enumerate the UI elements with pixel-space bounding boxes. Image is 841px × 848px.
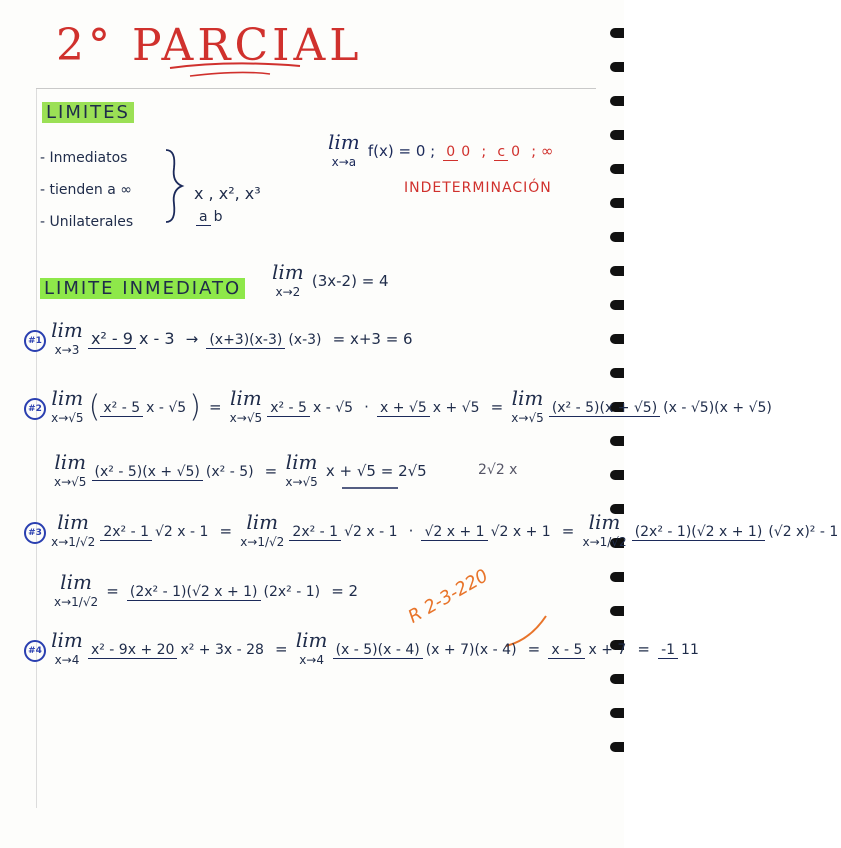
math-l1: lim — [272, 260, 304, 284]
math-l1: lim — [230, 386, 262, 410]
math-l1: lim — [246, 510, 279, 534]
math-frac — [100, 522, 211, 540]
exercise-3-step-2 — [54, 572, 361, 610]
math-lim — [285, 452, 317, 490]
math-num: (x+3)(x-3) — [206, 332, 285, 349]
math-num: x + √5 — [377, 400, 430, 417]
math-l1: lim — [57, 510, 90, 534]
math-num: (2x² - 1)(√2 x + 1) — [127, 584, 261, 601]
forms-fraction — [196, 206, 225, 226]
math-frac — [443, 142, 473, 160]
math-l2: x→√5 — [229, 411, 263, 425]
math-l1: lim — [60, 570, 92, 594]
type-unilaterales: - Unilaterales — [40, 214, 134, 230]
exercise-number-2: #2 — [24, 398, 46, 420]
math-frac — [289, 522, 400, 540]
type-inmediatos: - Inmediatos — [40, 150, 128, 166]
exercise-2-side-note: 2√2 x — [478, 462, 518, 478]
math-t: = — [490, 397, 504, 416]
math-den: (x + 7)(x - 4) — [425, 641, 517, 658]
math-lim — [328, 132, 360, 170]
math-l2: x→1/√2 — [54, 595, 99, 609]
math-lim — [511, 388, 543, 426]
math-num: 2x² - 1 — [100, 524, 152, 541]
math-t: (3x-2) = 4 — [311, 271, 389, 290]
math-frac — [632, 522, 841, 540]
math-lim — [230, 388, 262, 426]
math-lim — [272, 262, 304, 300]
math-num: (2x² - 1)(√2 x + 1) — [632, 524, 766, 541]
math-t: = — [561, 521, 575, 540]
math-lim — [51, 388, 83, 426]
math-lim — [51, 512, 95, 550]
math-lim — [296, 630, 328, 668]
math-hl: LIMITES — [42, 102, 134, 123]
math-num: -1 — [658, 642, 678, 659]
math-l2: x→3 — [54, 343, 80, 357]
math-num: 2x² - 1 — [289, 524, 341, 541]
math-frac — [88, 640, 267, 658]
exercise-2 — [24, 388, 775, 426]
math-l1: lim — [328, 130, 360, 154]
exercise-number-4: #4 — [24, 640, 46, 662]
math-lim — [51, 320, 83, 358]
math-l1: lim — [51, 386, 84, 410]
inmediato-example — [272, 262, 392, 300]
math-num: x² - 5 — [267, 400, 310, 417]
math-frac — [549, 398, 775, 416]
math-l1: lim — [588, 510, 621, 534]
math-t: = — [637, 639, 650, 658]
math-l2: x→2 — [275, 285, 301, 299]
math-den: (x² - 5) — [205, 463, 254, 480]
exercise-4 — [24, 630, 702, 668]
math-l2: x→√5 — [51, 411, 84, 425]
math-t: = — [106, 581, 119, 600]
math-t: f(x) = 0 ; — [367, 141, 436, 160]
math-l2: x→a — [331, 155, 357, 169]
inmediato-heading — [40, 278, 245, 299]
math-den: b — [213, 209, 223, 226]
math-den: (x-3) — [288, 331, 322, 348]
math-frac — [196, 207, 225, 225]
math-frac — [494, 142, 523, 160]
math-l1: lim — [51, 318, 83, 342]
math-den: (2x² - 1) — [263, 583, 321, 600]
math-lim — [582, 512, 626, 550]
math-den: √2 x - 1 — [344, 523, 398, 540]
math-lim — [54, 572, 98, 610]
indeterminacion-label: INDETERMINACIÓN — [404, 180, 552, 196]
math-l1: lim — [51, 628, 83, 652]
math-frac — [548, 640, 629, 658]
math-t: = 2 — [331, 581, 359, 600]
math-paren: ( — [88, 389, 101, 425]
math-den: √2 x + 1 — [490, 523, 551, 540]
exercise-3 — [24, 512, 841, 550]
math-l2: x→1/√2 — [582, 535, 627, 549]
exercise-1 — [24, 320, 416, 358]
math-t: = — [219, 521, 233, 540]
math-num: (x - 5)(x - 4) — [333, 642, 423, 659]
math-l2: x→√5 — [285, 475, 318, 489]
math-l1: lim — [295, 628, 328, 652]
math-t: → — [185, 329, 199, 348]
math-den: √2 x - 1 — [154, 523, 209, 540]
math-den: x² + 3x - 28 — [180, 641, 264, 658]
math-paren: ) — [189, 389, 201, 425]
math-num: (x² - 5)(x + √5) — [549, 400, 660, 417]
math-frac — [92, 462, 257, 480]
math-l2: x→√5 — [54, 475, 87, 489]
math-lim — [240, 512, 284, 550]
math-frac — [377, 398, 483, 416]
math-den: 0 — [511, 143, 521, 160]
math-den: (x - √5)(x + √5) — [663, 399, 772, 416]
math-den: 0 — [461, 143, 471, 160]
math-frac — [421, 522, 553, 540]
math-t: ; — [481, 141, 487, 160]
math-frac — [206, 330, 324, 348]
limites-heading — [42, 102, 134, 123]
forms-powers: x , x², x³ — [194, 184, 261, 203]
math-l1: lim — [54, 450, 87, 474]
math-den: 11 — [681, 641, 699, 658]
math-den: x - √5 — [146, 399, 187, 416]
math-num: x² - 9 — [88, 329, 136, 349]
math-l1: lim — [511, 386, 544, 410]
math-frac — [658, 640, 702, 658]
exercise-number-1: #1 — [24, 330, 46, 352]
math-t: = — [275, 639, 288, 658]
math-den: x + √5 — [432, 399, 480, 416]
math-den: x - √5 — [312, 399, 354, 416]
math-num: √2 x + 1 — [421, 524, 487, 541]
math-den: x - 3 — [138, 329, 175, 349]
math-frac — [100, 398, 189, 416]
math-t: = x+3 = 6 — [332, 329, 413, 348]
math-t: · — [408, 521, 414, 540]
math-frac — [127, 582, 323, 600]
exercise-number-3: #3 — [24, 522, 46, 544]
math-lim — [54, 452, 86, 490]
math-l2: x→1/√2 — [240, 535, 285, 549]
math-num: x² - 5 — [100, 400, 143, 417]
math-l2: x→4 — [299, 653, 324, 667]
math-num: 0 — [443, 144, 458, 161]
math-lim — [51, 630, 83, 668]
math-frac — [88, 330, 178, 348]
math-num: a — [196, 209, 211, 226]
definition-limit — [328, 132, 556, 170]
math-t: ; ∞ — [531, 141, 554, 160]
teacher-grade-mark: R 2-3-220 — [404, 565, 492, 628]
math-t: = — [527, 639, 541, 658]
math-t: = — [264, 461, 278, 480]
math-t: x + √5 = 2√5 — [325, 461, 427, 480]
math-t: · — [364, 397, 369, 416]
math-den: x + 7 — [588, 641, 627, 658]
math-l2: x→4 — [54, 653, 80, 667]
math-frac — [333, 640, 520, 658]
math-l1: lim — [285, 450, 318, 474]
math-num: x - 5 — [548, 642, 585, 659]
math-l2: x→√5 — [511, 411, 544, 425]
math-frac — [267, 398, 356, 416]
math-num: (x² - 5)(x + √5) — [92, 464, 203, 481]
exercise-2-step-2 — [54, 452, 430, 490]
math-l2: x→1/√2 — [51, 535, 96, 549]
math-num: c — [494, 144, 508, 161]
math-num: x² - 9x + 20 — [88, 642, 178, 659]
math-den: (√2 x)² - 1 — [768, 523, 839, 540]
type-infinito: - tienden a ∞ — [40, 182, 132, 198]
math-hl: LIMITE INMEDIATO — [40, 278, 245, 299]
math-t: = — [209, 397, 222, 416]
page-title: 2° PARCIAL — [56, 20, 363, 71]
